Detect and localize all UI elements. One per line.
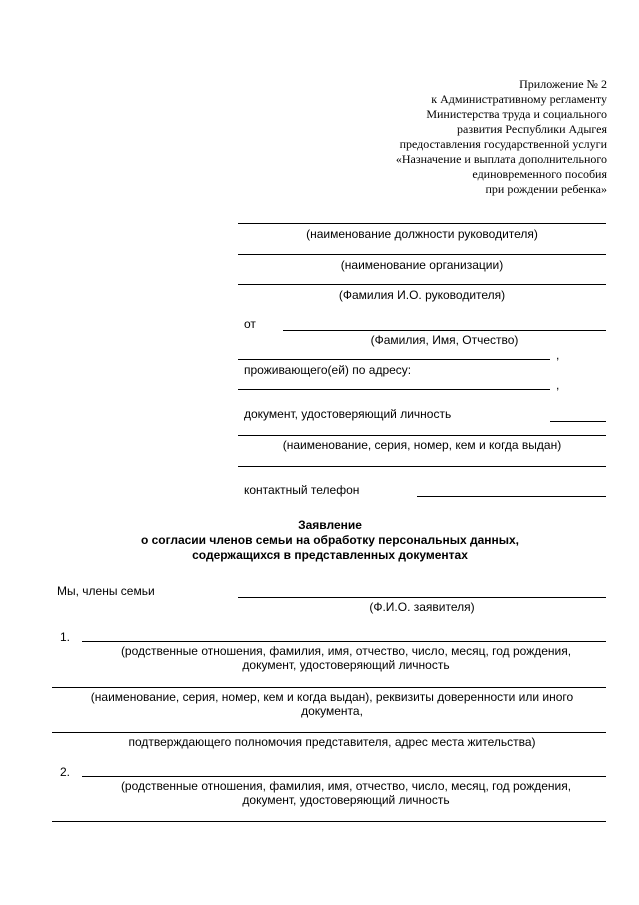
appendix-line: к Административному регламенту — [431, 92, 607, 106]
relative-hint-line: (родственные отношения, фамилия, имя, отчество, число, месяц, год рождения, — [120, 644, 572, 658]
appendix-line: Министерства труда и социального — [426, 107, 607, 121]
id-doc-field-line[interactable] — [238, 435, 606, 436]
id-doc-short-line[interactable] — [550, 421, 606, 422]
head-name-field-line[interactable] — [238, 284, 606, 285]
document-subtitle-line: о согласии членов семьи на обработку персональных данных, — [140, 533, 520, 547]
appendix-line: при рождении ребенка» — [485, 182, 607, 196]
item-1-authority-field-line[interactable] — [52, 732, 606, 733]
organization-field-line[interactable] — [238, 254, 606, 255]
position-field-line[interactable] — [238, 223, 606, 224]
id-doc-label: документ, удостоверяющий личность — [244, 407, 452, 421]
applicant-fio-field-line[interactable] — [283, 330, 606, 331]
members-label: Мы, члены семьи — [57, 584, 155, 598]
appendix-line: предоставления государственной услуги — [399, 137, 607, 151]
relative-hint-line: документ, удостоверяющий личность — [242, 658, 450, 672]
head-name-hint: (Фамилия И.О. руководителя) — [338, 288, 506, 302]
item-1-doc-field-line[interactable] — [52, 687, 606, 688]
id-doc-hint: (наименование, серия, номер, кем и когда выдан) — [282, 438, 562, 452]
item-2-number: 2. — [60, 765, 71, 779]
position-hint: (наименование должности руководителя) — [306, 227, 538, 241]
phone-label: контактный телефон — [244, 483, 360, 497]
relative-hint-line: (родственные отношения, фамилия, имя, отчество, число, месяц, год рождения, — [120, 779, 572, 793]
document-title: Заявление — [298, 518, 362, 532]
applicant-hint: (Ф.И.О. заявителя) — [369, 600, 475, 614]
id-doc-extra-line[interactable] — [238, 466, 606, 467]
doc-hint-line: документа, — [301, 704, 363, 718]
phone-field-line[interactable] — [417, 496, 606, 497]
comma-mark: , — [556, 378, 560, 392]
relative-hint-line: документ, удостоверяющий личность — [242, 793, 450, 807]
appendix-line: единовременного пособия — [472, 167, 607, 181]
appendix-line: Приложение № 2 — [519, 77, 607, 91]
organization-hint: (наименование организации) — [340, 258, 504, 272]
appendix-header — [396, 77, 607, 197]
fio-continuation-line[interactable] — [238, 359, 550, 360]
item-1-field-line[interactable] — [82, 641, 606, 642]
comma-mark: , — [556, 348, 560, 362]
applicant-name-field-line[interactable] — [238, 597, 606, 598]
appendix-line: «Назначение и выплата дополнительного — [395, 152, 607, 166]
appendix-line: развития Республики Адыгея — [457, 122, 607, 136]
item-2-doc-field-line[interactable] — [52, 821, 606, 822]
authority-hint: подтверждающего полномочия представителя, адрес места жительства) — [128, 735, 536, 749]
fio-hint: (Фамилия, Имя, Отчество) — [370, 333, 519, 347]
document-subtitle-line: содержащихся в представленных документах — [192, 548, 468, 562]
from-label: от — [244, 317, 256, 331]
address-label: проживающего(ей) по адресу: — [244, 363, 412, 377]
item-2-field-line[interactable] — [82, 776, 606, 777]
doc-hint-line: (наименование, серия, номер, кем и когда выдан), реквизиты доверенности или иного — [90, 690, 574, 704]
address-field-line[interactable] — [238, 389, 550, 390]
item-1-number: 1. — [60, 630, 71, 644]
